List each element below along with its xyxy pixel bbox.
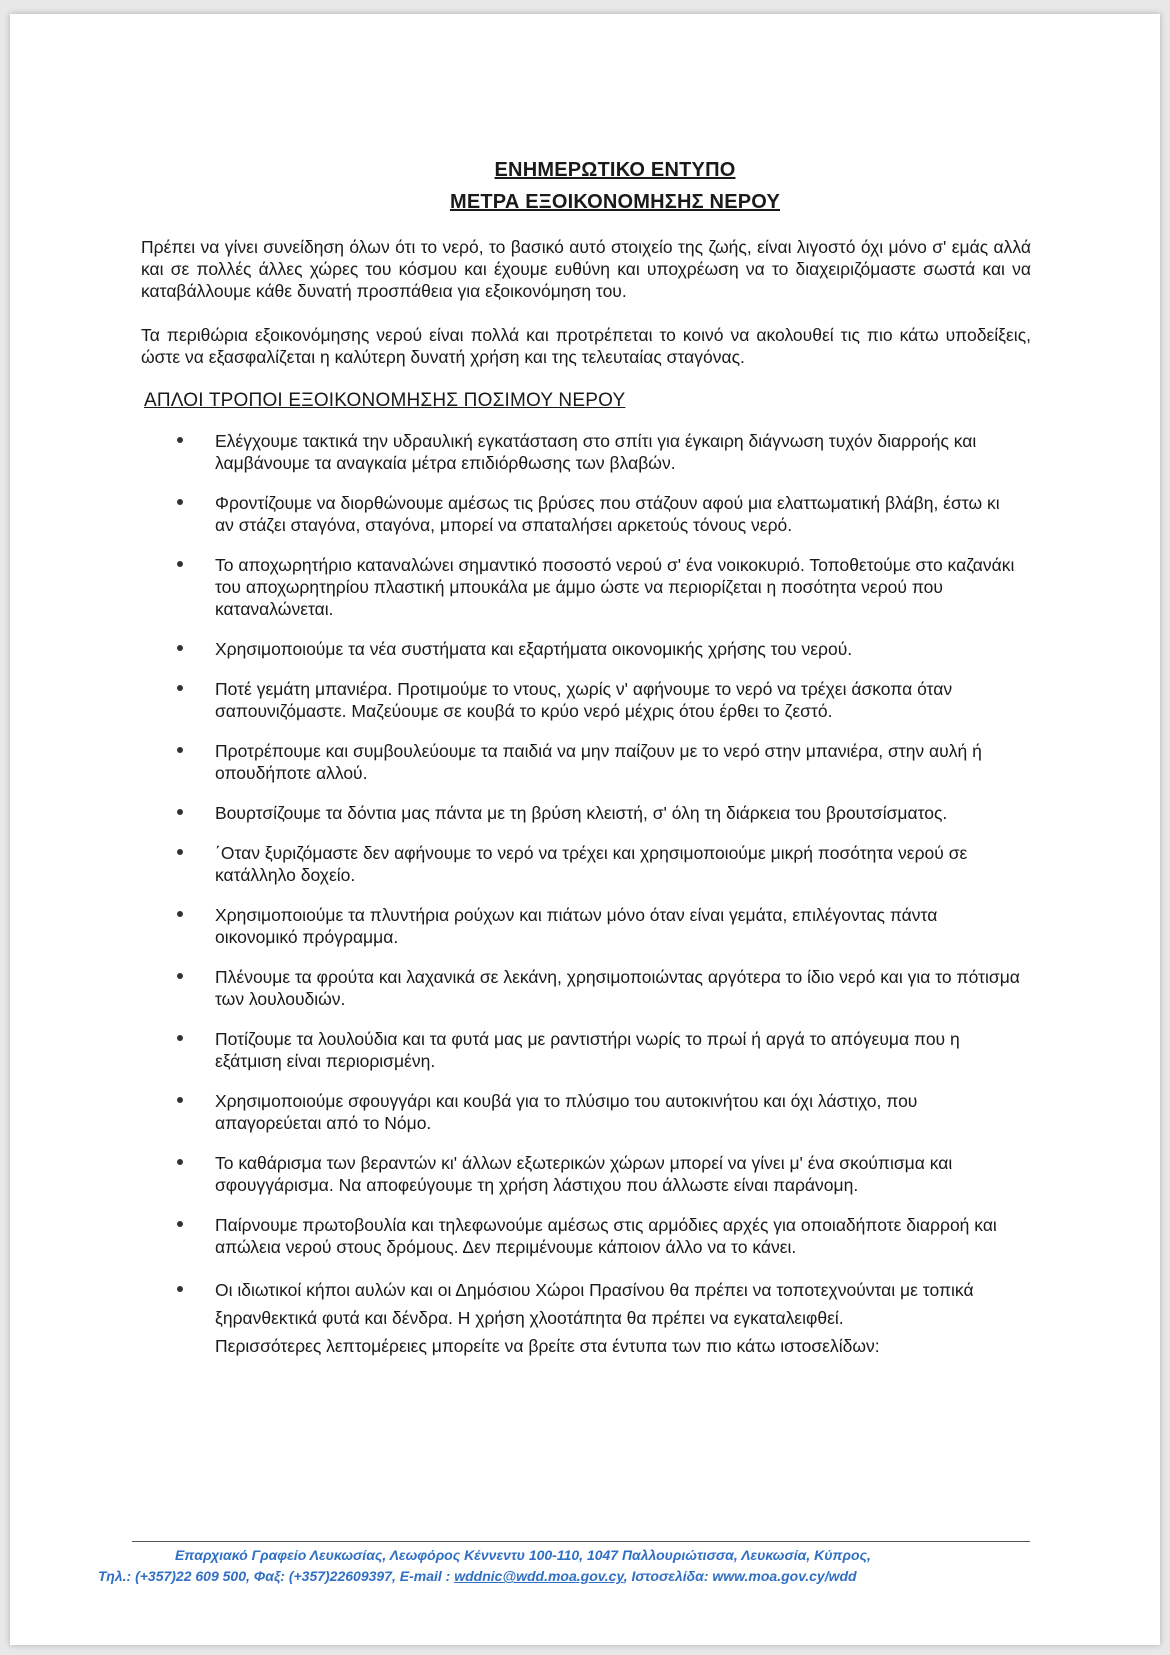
list-item [141,554,1031,620]
footer-contact-suffix: , Ιστοσελίδα: www.moa.gov.cy/wdd [623,1568,857,1584]
bullet-icon [177,1097,183,1103]
list-item [141,740,1031,784]
list-item [141,802,1031,824]
footer-contact-prefix: Τηλ.: (+357)22 609 500, Φαξ: (+357)22609397, E-mail : [98,1568,455,1584]
bullet-icon [177,685,183,691]
bullet-icon [177,1286,183,1292]
bullet-icon [177,973,183,979]
list-item [141,430,1031,474]
document-title-line-2: ΜΕΤΡΑ ΕΞΟΙΚΟΝΟΜΗΣΗΣ ΝΕΡΟΥ [449,191,781,213]
list-item-text: Χρησιμοποιούμε τα νέα συστήματα και εξαρτήματα οικονομικής χρήσης του νερού. [215,639,853,659]
list-item-text: Ελέγχουμε τακτικά την υδραυλική εγκατάσταση στο σπίτι για έγκαιρη διάγνωση τυχόν διαρροής και λαμβάνουμε τα αναγκαία μέτρα επιδιόρθωσης των βλαβών. [215,431,977,473]
bullet-icon [177,499,183,505]
bullet-icon [177,747,183,753]
list-item-text: Προτρέπουμε και συμβουλεύουμε τα παιδιά να μην παίζουν με το νερό στην μπανιέρα, στην αυλή ή οπουδήποτε αλλού. [215,741,982,783]
footer-contact [98,1568,998,1584]
list-item [141,966,1031,1010]
document-title-line-1: ΕΝΗΜΕΡΩΤΙΚΟ ΕΝΤΥΠΟ [494,159,736,181]
list-item-text: Βουρτσίζουμε τα δόντια μας πάντα με τη βρύση κλειστή, σ' όλη τη διάρκεια του βρουτσίσματος. [215,803,948,823]
list-item-text: Χρησιμοποιούμε σφουγγάρι και κουβά για το πλύσιμο του αυτοκινήτου και όχι λάστιχο, που απαγορεύεται από το Νόμο. [215,1091,918,1133]
list-item-text: Το καθάρισμα των βεραντών κι' άλλων εξωτερικών χώρων μπορεί να γίνει μ' ένα σκούπισμα και σφουγγάρισμα. Να αποφεύγουμε τη χρήση λάστιχου που άλλωστε είναι παράνομη. [215,1153,953,1195]
list-item [141,492,1031,536]
footer-divider [132,1541,1030,1542]
bullet-icon [177,1159,183,1165]
document-page [10,14,1160,1645]
followup-text: Περισσότερες λεπτομέρειες μπορείτε να βρείτε στα έντυπα των πιο κάτω ιστοσελίδων: [215,1336,880,1356]
list-item [141,1090,1031,1134]
document-body [141,236,1031,1360]
tips-list [141,430,1031,1332]
list-item-text: Χρησιμοποιούμε τα πλυντήρια ρούχων και πιάτων μόνο όταν είναι γεμάτα, επιλέγοντας πάντα οικονομικό πρόγραμμα. [215,905,938,947]
footer-email-link[interactable]: wddnic@wdd.moa.gov.cy [454,1568,624,1584]
intro-paragraph: Τα περιθώρια εξοικονόμησης νερού είναι πολλά και προτρέπεται το κοινό να ακολουθεί τις πιο κάτω υποδείξεις, ώστε να εξασφαλίζεται η καλύτερη δυνατή χρήση και της τελευταίας σταγόνας. [141,325,1031,367]
document-title-block [10,154,1170,218]
list-item-text: Φροντίζουμε να διορθώνουμε αμέσως τις βρύσες που στάζουν αφού μια ελαττωματική βλάβη, έστω κι αν στάζει σταγόνα, σταγόνα, μπορεί να σπαταλήσει αρκετούς τόνους νερό. [215,493,1000,535]
bullet-icon [177,1221,183,1227]
list-item-text: Παίρνουμε πρωτοβουλία και τηλεφωνούμε αμέσως στις αρμόδιες αρχές για οποιαδήποτε διαρροή και απώλεια νερού στους δρόμους. Δεν περιμένουμε κάποιον άλλο να το κάνει. [215,1215,997,1257]
bullet-icon [177,809,183,815]
bullet-icon [177,561,183,567]
bullet-icon [177,849,183,855]
list-item-text: Πλένουμε τα φρούτα και λαχανικά σε λεκάνη, χρησιμοποιώντας αργότερα το ίδιο νερό και για το πότισμα των λουλουδιών. [215,967,1020,1009]
bullet-icon [177,437,183,443]
list-item [141,678,1031,722]
list-item [141,638,1031,660]
list-item-text: Το αποχωρητήριο καταναλώνει σημαντικό ποσοστό νερού σ' ένα νοικοκυριό. Τοποθετούμε στο καζανάκι του αποχωρητηρίου πλαστική μπουκάλα με άμμο ώστε να περιορίζεται η ποσότητα νερού που καταναλώνεται. [215,555,1015,619]
bullet-icon [177,911,183,917]
list-item-text: Οι ιδιωτικοί κήποι αυλών και οι Δημόσιου Χώροι Πρασίνου θα πρέπει να τοποτεχνούνται με τοπικά ξηρανθεκτικά φυτά και δένδρα. Η χρήση χλοοτάπητα θα πρέπει να εγκαταλειφθεί. [215,1280,974,1328]
list-item [141,904,1031,948]
bullet-icon [177,645,183,651]
intro-paragraph: Πρέπει να γίνει συνείδηση όλων ότι το νερό, το βασικό αυτό στοιχείο της ζωής, είναι λιγοστό όχι μόνο σ' εμάς αλλά και σε πολλές άλλες χώρες του κόσμου και έχουμε ευθύνη και υποχρέωση να το διαχειριζόμαστε σωστά και να καταβάλλουμε κάθε δυνατή προσπάθεια για εξοικονόμηση του. [141,237,1031,301]
list-item [141,842,1031,886]
list-item-text: Ποτέ γεμάτη μπανιέρα. Προτιμούμε το ντους, χωρίς ν' αφήνουμε το νερό να τρέχει άσκοπα όταν σαπουνιζόμαστε. Μαζεύουμε σε κουβά το κρύο νερό μέχρις ότου έρθει το ζεστό. [215,679,953,721]
section-heading: ΑΠΛΟΙ ΤΡΟΠΟΙ ΕΞΟΙΚΟΝΟΜΗΣΗΣ ΠΟΣΙΜΟΥ ΝΕΡΟΥ [144,390,626,411]
list-item [141,1214,1031,1258]
list-item [141,1028,1031,1072]
footer-address: Επαρχιακό Γραφείο Λευκωσίας, Λεωφόρος Κέννεντυ 100-110, 1047 Παλλουριώτισσα, Λευκωσία, Κύπρος, [175,1547,871,1563]
list-item-text: Ποτίζουμε τα λουλούδια και τα φυτά μας με ραντιστήρι νωρίς το πρωί ή αργά το απόγευμα που η εξάτμιση είναι περιορισμένη. [215,1029,960,1071]
bullet-icon [177,1035,183,1041]
list-item [141,1276,1031,1332]
list-item-text: ΄Οταν ξυριζόμαστε δεν αφήνουμε το νερό να τρέχει και χρησιμοποιούμε μικρή ποσότητα νερού σε κατάλληλο δοχείο. [215,843,968,885]
footer [10,1541,1160,1601]
list-item [141,1152,1031,1196]
